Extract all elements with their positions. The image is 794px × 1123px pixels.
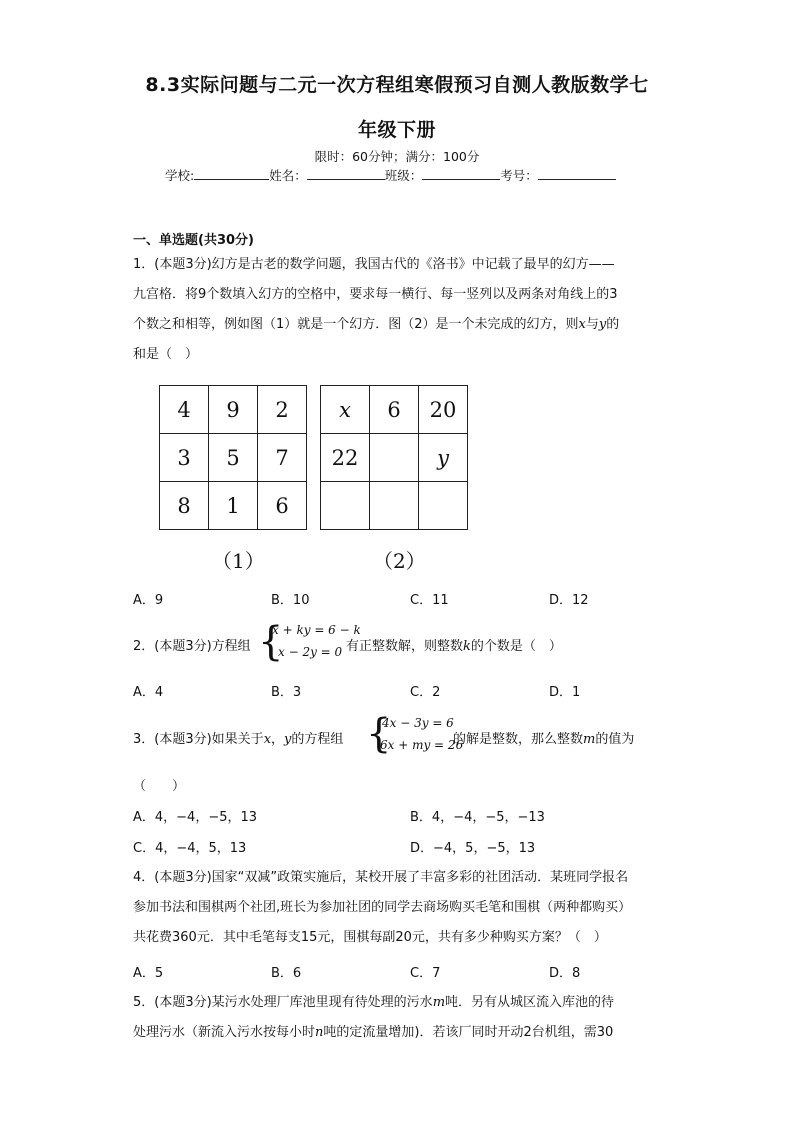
q1-de: 的 [606, 317, 620, 332]
grid1-cell: 3 [160, 434, 209, 482]
grid2-cell: x [321, 386, 370, 434]
q3-brace: { [366, 711, 392, 757]
grid1-cell: 1 [209, 482, 258, 530]
q1-option-b[interactable]: B．10 [271, 593, 310, 608]
q3-var-x: x [263, 732, 272, 747]
q2-eq1: x + ky = 6 − k [272, 623, 361, 637]
q3-tail: 的值为 [595, 732, 635, 747]
q1-var-y: y [598, 317, 607, 332]
grid2-cell: 6 [370, 386, 419, 434]
q2-eq2: x − 2y = 0 [278, 645, 343, 659]
grid2-cell: y [419, 434, 468, 482]
grid2-cell: 22 [321, 434, 370, 482]
q5-var-n: n [315, 1025, 324, 1040]
grid1-cell: 6 [258, 482, 307, 530]
q5-line1 [133, 988, 673, 1018]
school-field[interactable] [194, 166, 269, 180]
grid2-cell: 20 [419, 386, 468, 434]
page-title-line1: 8.3实际问题与二元一次方程组寒假预习自测人教版数学七 [145, 74, 649, 96]
question-1 [133, 250, 663, 370]
student-info-row [165, 166, 616, 184]
question-4 [133, 863, 673, 953]
q1-line4: 和是（ ） [133, 347, 199, 362]
q5-line2 [133, 1018, 673, 1048]
q3-var-m: m [583, 732, 596, 747]
q3-option-b[interactable]: B．4，−4，−5，−13 [410, 810, 545, 825]
q5-var-m: m [432, 995, 446, 1010]
grid1-cell: 8 [160, 482, 209, 530]
grid1-cell: 2 [258, 386, 307, 434]
q2-option-a[interactable]: A．4 [133, 685, 164, 700]
q3-option-c[interactable]: C．4，−4，5，13 [133, 841, 247, 856]
q1-line3-text: 个数之和相等，例如图（1）就是一个幻方．图（2）是一个未完成的幻方，则 [133, 317, 579, 332]
magic-square-2 [320, 385, 468, 530]
q4-line2: 参加书法和围棋两个社团,班长为参加社团的同学去商场购买毛笔和围棋（两种都购买） [133, 900, 632, 915]
grid1-cell: 5 [209, 434, 258, 482]
question-5 [133, 988, 673, 1048]
q4-line3: 共花费360元．其中毛笔每支15元，围棋每副20元，共有多少种购买方案？（ ） [133, 930, 607, 945]
q3-option-d[interactable]: D．−4，5，−5，13 [410, 841, 536, 856]
q3-prefix-text: 3．(本题3分)如果关于 [133, 732, 264, 747]
q5-line1-b: 吨．另有从城区流入库池的待 [445, 995, 615, 1010]
name-label: 姓名： [269, 168, 307, 183]
q5-line2-b: 吨的定流量增加)．若该厂同时开动2台机组，需30 [323, 1025, 614, 1040]
q3-eq1: 4x − 3y = 6 [382, 716, 454, 730]
q2-option-d[interactable]: D．1 [549, 685, 581, 700]
q3-eq2: 6x + my = 26 [380, 738, 464, 752]
q4-line1: 4．(本题3分)国家“双减”政策实施后，某校开展了丰富多彩的社团活动．某班同学报名 [133, 870, 629, 885]
figure-caption-2: （2） [373, 549, 426, 573]
q3-mid: 的方程组 [291, 732, 344, 747]
q3-option-a[interactable]: A．4，−4，−5，13 [133, 810, 258, 825]
school-label: 学校: [165, 168, 195, 183]
q1-line3 [133, 310, 663, 340]
number-field[interactable] [538, 166, 616, 180]
q3-comma: ， [271, 732, 285, 747]
q1-line1: 1．(本题3分)幻方是古老的数学问题，我国古代的《洛书》中记载了最早的幻方—— [133, 257, 615, 272]
q2-var-k: k [463, 639, 471, 654]
grid1-cell: 9 [209, 386, 258, 434]
q1-yu: 与 [585, 317, 599, 332]
q2-suffix [346, 635, 562, 654]
name-field[interactable] [307, 166, 385, 180]
time-limit: 限时：60分钟；满分：100分 [314, 149, 480, 164]
grid1-cell: 4 [160, 386, 209, 434]
q3-var-y: y [284, 732, 292, 747]
q2-suffix-b: 的个数是（ ） [470, 639, 562, 654]
q5-line1-a: 5．(本题3分)某污水处理厂库池里现有待处理的污水 [133, 995, 433, 1010]
q1-option-c[interactable]: C．11 [410, 593, 449, 608]
number-label: 考号： [500, 168, 538, 183]
q2-option-b[interactable]: B．3 [271, 685, 302, 700]
q3-prefix [133, 728, 343, 747]
q4-option-c[interactable]: C．7 [410, 966, 441, 981]
q4-option-a[interactable]: A．5 [133, 966, 164, 981]
magic-square-1 [159, 385, 307, 530]
q2-prefix: 2．(本题3分)方程组 [133, 639, 251, 654]
q1-option-d[interactable]: D．12 [549, 593, 589, 608]
q2-suffix-a: 有正整数解，则整数 [346, 639, 464, 654]
q4-option-b[interactable]: B．6 [271, 966, 302, 981]
q3-paren: （ ） [133, 779, 186, 794]
grid2-cell [370, 482, 419, 530]
page-title-line2: 年级下册 [357, 119, 436, 141]
q5-line2-a: 处理污水（新流入污水按每小时 [133, 1025, 316, 1040]
grid2-cell [419, 482, 468, 530]
class-field[interactable] [422, 166, 500, 180]
q1-line2: 九宫格．将9个数填入幻方的空格中，要求每一横行、每一竖列以及两条对角线上的3 [133, 287, 618, 302]
q2-option-c[interactable]: C．2 [410, 685, 441, 700]
grid2-cell [321, 482, 370, 530]
q1-option-a[interactable]: A．9 [133, 593, 164, 608]
q4-option-d[interactable]: D．8 [549, 966, 581, 981]
section-heading: 一、单选题(共30分) [133, 233, 254, 248]
q1-var-x: x [578, 317, 586, 332]
q3-suffix [453, 728, 634, 747]
grid1-cell: 7 [258, 434, 307, 482]
class-label: 班级： [384, 168, 423, 183]
q2-brace: { [258, 619, 284, 665]
figure-caption-1: （1） [212, 549, 265, 573]
grid2-cell [370, 434, 419, 482]
q3-suffix-text: 的解是整数，那么整数 [453, 732, 584, 747]
